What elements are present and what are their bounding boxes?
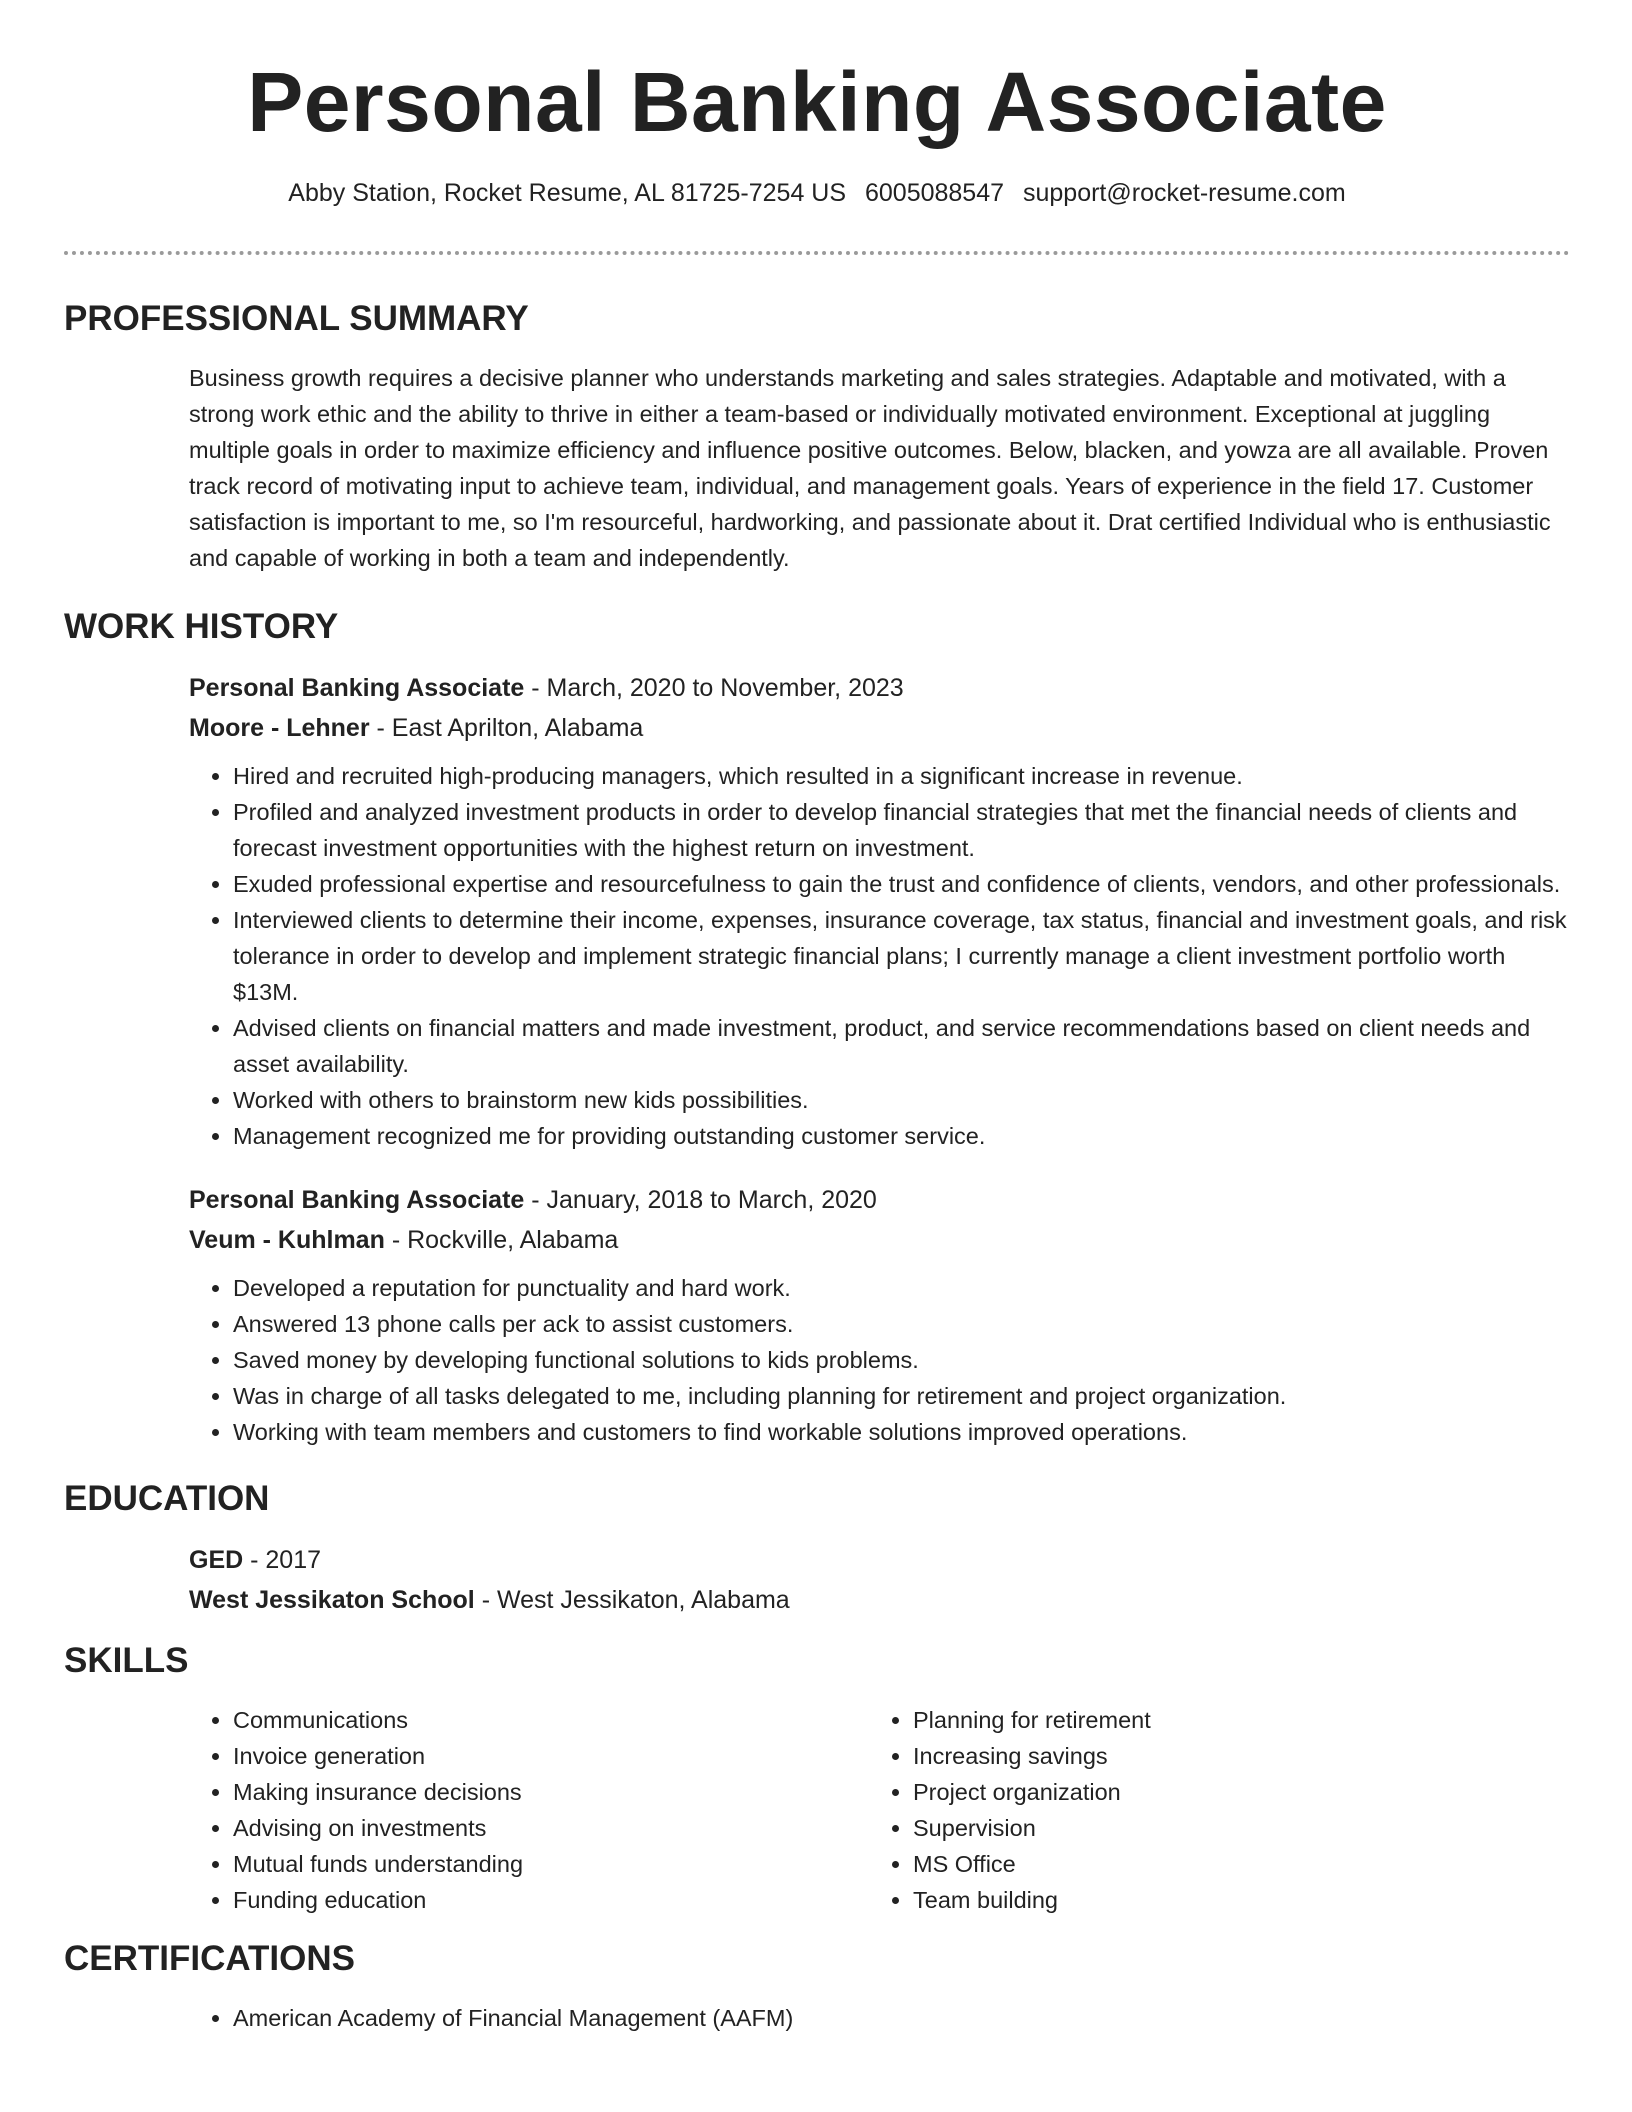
education-location: - West Jessikaton, Alabama (474, 1586, 790, 1614)
skills-column-right (869, 1702, 1549, 1918)
skill-item: • Team building (913, 1882, 1549, 1918)
job-company: Veum - Kuhlman (189, 1226, 385, 1254)
education-school-line (189, 1580, 1570, 1620)
skill-item: • Communications (233, 1702, 869, 1738)
certification-item: • American Academy of Financial Management (AAFM) (233, 2000, 1570, 2036)
education-degree-line (189, 1540, 1570, 1580)
job-bullet: • Working with team members and customers to find workable solutions improved operations. (233, 1414, 1570, 1450)
education-degree: GED (189, 1546, 244, 1574)
job-position: Personal Banking Associate (189, 674, 525, 702)
job-bullet: • Interviewed clients to determine their income, expenses, insurance coverage, tax status, financial and investment goals, and risk tolerance in order to develop and implement strategic financial plans; I currently manage a client investment portfolio worth $13M. (233, 902, 1570, 1010)
skills-grid (189, 1702, 1570, 1918)
job-bullet: • Advised clients on financial matters and made investment, product, and service recommendations based on client needs and asset availability. (233, 1010, 1570, 1082)
skills-body (189, 1702, 1570, 1918)
education-section (64, 1476, 1570, 1620)
education-year: - 2017 (243, 1546, 322, 1574)
header-divider (64, 251, 1570, 255)
work-history-title: WORK HISTORY (64, 607, 339, 646)
job-location: - Rockville, Alabama (384, 1226, 619, 1254)
skill-item: • Planning for retirement (913, 1702, 1549, 1738)
job-company: Moore - Lehner (189, 714, 370, 742)
job-location: - East Aprilton, Alabama (369, 714, 644, 742)
certifications-body (189, 2000, 1570, 2036)
job-entry (189, 1180, 1570, 1450)
summary-title: PROFESSIONAL SUMMARY (64, 299, 529, 338)
job-bullets (189, 1270, 1570, 1450)
summary-section (64, 296, 1570, 576)
skills-title: SKILLS (64, 1641, 189, 1680)
education-title: EDUCATION (64, 1479, 270, 1518)
contact-phone: 6005088547 (864, 179, 1005, 207)
skills-column-left (189, 1702, 869, 1918)
job-company-line (189, 708, 1570, 748)
skill-item: • Invoice generation (233, 1738, 869, 1774)
summary-text: Business growth requires a decisive planner who understands marketing and sales strategies. Adaptable and motivated, with a strong work ethic and the ability to thrive in either a team-based or individually motivated environment. Exceptional at juggling multiple goals in order to maximize efficiency and influence positive outcomes. Below, blacken, and yowza are all available. Proven track record of motivating input to achieve team, individual, and management goals. Years of experience in the field 17. Customer satisfaction is important to me, so I'm resourceful, hardworking, and passionate about it. Drat certified Individual who is enthusiastic and capable of working in both a team and independently. (189, 365, 1551, 571)
summary-body (189, 360, 1570, 576)
contact-line (64, 176, 1570, 210)
contact-email: support@rocket-resume.com (1022, 179, 1346, 207)
contact-address: Abby Station, Rocket Resume, AL 81725-7254 US (288, 179, 847, 207)
job-title-line (189, 1180, 1570, 1220)
skill-item: • Advising on investments (233, 1810, 869, 1846)
certifications-list (189, 2000, 1570, 2036)
resume-content (64, 296, 1570, 2054)
skill-item: • Supervision (913, 1810, 1549, 1846)
job-bullet: • Management recognized me for providing outstanding customer service. (233, 1118, 1570, 1154)
job-bullet: • Developed a reputation for punctuality and hard work. (233, 1270, 1570, 1306)
job-bullet: • Worked with others to brainstorm new kids possibilities. (233, 1082, 1570, 1118)
job-bullet: • Profiled and analyzed investment products in order to develop financial strategies that met the financial needs of clients and forecast investment opportunities with the highest return on investment. (233, 794, 1570, 866)
resume-header (64, 52, 1570, 210)
certifications-section (64, 1936, 1570, 2036)
candidate-name: Personal Banking Associate (247, 55, 1387, 149)
job-company-line (189, 1220, 1570, 1260)
job-bullet: • Exuded professional expertise and resourcefulness to gain the trust and confidence of clients, vendors, and other professionals. (233, 866, 1570, 902)
education-body (189, 1540, 1570, 1620)
job-bullet: • Saved money by developing functional solutions to kids problems. (233, 1342, 1570, 1378)
job-entry (189, 668, 1570, 1154)
job-dates: - March, 2020 to November, 2023 (524, 674, 904, 702)
work-history-section (64, 604, 1570, 1450)
skill-item: • Project organization (913, 1774, 1549, 1810)
skill-item: • Funding education (233, 1882, 869, 1918)
skill-item: • Increasing savings (913, 1738, 1549, 1774)
job-bullet: • Was in charge of all tasks delegated to me, including planning for retirement and project organization. (233, 1378, 1570, 1414)
job-position: Personal Banking Associate (189, 1186, 525, 1214)
skill-item: • Making insurance decisions (233, 1774, 869, 1810)
skills-list-left (189, 1702, 869, 1918)
skills-list-right (869, 1702, 1549, 1918)
job-title-line (189, 668, 1570, 708)
work-history-body (189, 668, 1570, 1450)
skill-item: • Mutual funds understanding (233, 1846, 869, 1882)
education-school: West Jessikaton School (189, 1586, 475, 1614)
job-dates: - January, 2018 to March, 2020 (524, 1186, 877, 1214)
certifications-title: CERTIFICATIONS (64, 1939, 356, 1978)
job-bullet: • Answered 13 phone calls per ack to assist customers. (233, 1306, 1570, 1342)
skill-item: • MS Office (913, 1846, 1549, 1882)
skills-section (64, 1638, 1570, 1918)
job-bullet: • Hired and recruited high-producing managers, which resulted in a significant increase in revenue. (233, 758, 1570, 794)
job-bullets (189, 758, 1570, 1154)
